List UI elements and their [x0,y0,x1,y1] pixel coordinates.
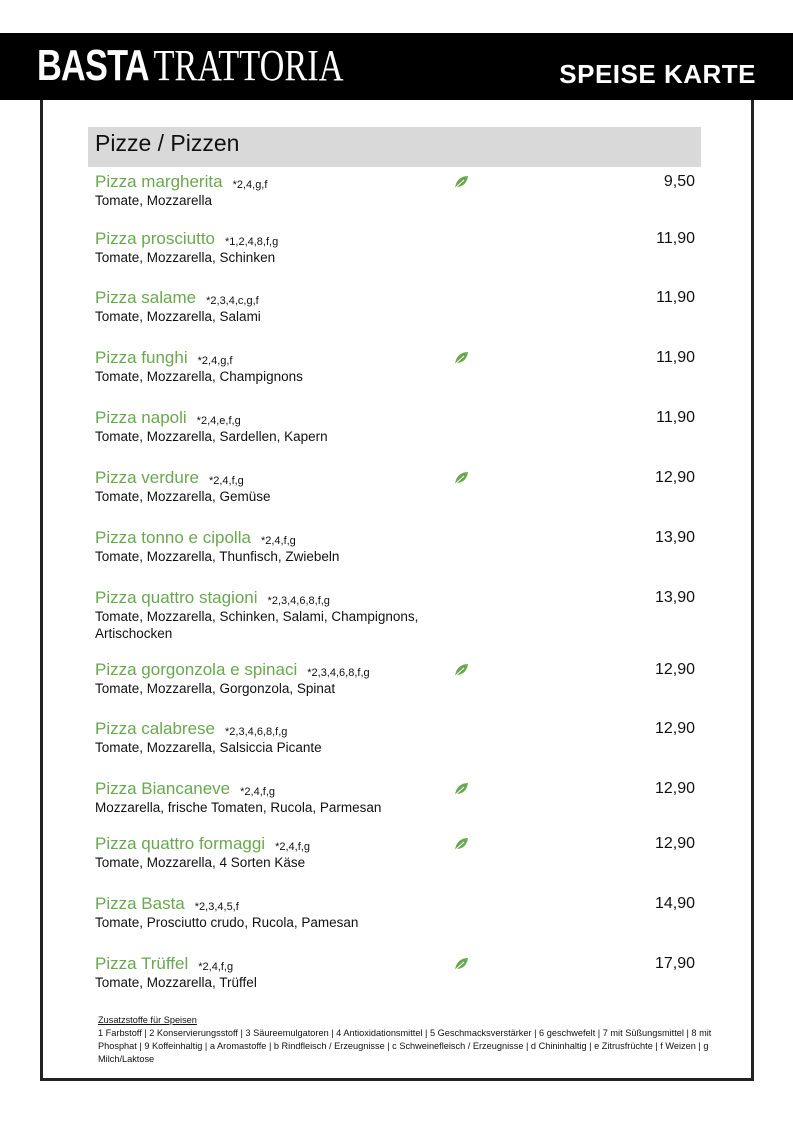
menu-item [95,468,695,505]
menu-item-description: Tomate, Mozzarella, Champignons [95,369,303,384]
menu-item-allergen-codes: *1,2,4,8,f,g [225,236,279,248]
menu-item-description: Tomate, Mozzarella [95,193,213,208]
menu-item-allergen-codes: *2,3,4,c,g,f [206,295,259,307]
leaf-icon [453,836,469,852]
menu-item-description: Tomate, Prosciutto crudo, Rucola, Pamesan [95,915,359,930]
brand-part2: TRATTORIA [153,41,344,90]
menu-item-allergen-codes: *2,3,4,6,8,f,g [225,726,288,738]
menu-item [95,719,695,756]
menu-item-price: 12,90 [654,780,695,797]
menu-item-allergen-codes: *2,4,f,g [208,475,244,487]
menu-item-heading [95,229,695,249]
menu-item-name: Pizza Biancaneve [95,779,231,798]
menu-item-allergen-codes: *2,3,4,5,f [194,901,239,913]
menu-item-allergen-codes: *2,4,f,g [260,535,296,547]
footnotes-title: Zusatzstoffe für Speisen [98,1015,197,1025]
menu-item-heading [95,660,695,680]
menu-item-description: Tomate, Mozzarella, Thunfisch, Zwiebeln [95,549,340,564]
menu-item-heading [95,408,695,428]
menu-item-price: 11,90 [656,349,695,366]
menu-item-name: Pizza quattro formaggi [95,834,266,853]
menu-item-heading [95,779,695,799]
menu-item-heading [95,172,695,192]
menu-item-heading [95,528,695,548]
footnotes-text: 1 Farbstoff | 2 Konservierungsstoff | 3 Säureemulgatoren | 4 Antioxidationsmittel | 5 Geschmacksverstärker | 6 geschwefelt | 7 mit Süßungsmittel | 8 mit Phosphat | 9 Koffeinhaltig | a Aromastoffe | b Rindfleisch / Erzeugnisse | c Schweinefleisch / Erzeugnisse | d Chininhaltig | e Zitrusfrüchte | f Weizen | g Milch/Laktose [98,1028,712,1064]
menu-item-price: 12,90 [654,720,695,737]
brand-part1: BASTA [37,41,149,90]
menu-item-allergen-codes: *2,3,4,6,8,f,g [307,667,370,679]
menu-item [95,954,695,991]
menu-item-heading [95,954,695,974]
menu-item-description: Tomate, Mozzarella, Schinken [95,250,276,265]
menu-item-heading [95,894,695,914]
menu-item [95,172,695,209]
menu-item-price: 12,90 [654,661,695,678]
menu-item-heading [95,348,695,368]
menu-item-description: Mozzarella, frische Tomaten, Rucola, Parmesan [95,800,382,815]
leaf-icon [453,174,469,190]
menu-item-heading [95,834,695,854]
menu-item-allergen-codes: *2,4,g,f [232,179,268,191]
menu-item-price: 14,90 [654,895,695,912]
menu-item-price: 17,90 [654,955,695,972]
menu-item [95,408,695,445]
menu-item [95,779,695,816]
menu-item-price: 11,90 [656,409,695,426]
menu-item-price: 13,90 [654,589,695,606]
menu-item-price: 11,90 [656,230,695,247]
menu-item [95,348,695,385]
menu-item-allergen-codes: *2,4,g,f [197,355,233,367]
leaf-icon [453,662,469,678]
menu-item-name: Pizza margherita [95,172,223,191]
menu-item-heading [95,588,695,608]
menu-subtitle: SPEISE KARTE [559,59,756,89]
menu-item-name: Pizza prosciutto [95,229,215,248]
brand-logo [37,42,343,90]
menu-item-description: Tomate, Mozzarella, Salami [95,309,261,324]
footnotes [98,1014,723,1066]
menu-item-heading [95,288,695,308]
menu-item-name: Pizza tonno e cipolla [95,528,251,547]
section-title: Pizze / Pizzen [95,130,240,156]
menu-item [95,288,695,325]
menu-item [95,588,695,642]
leaf-icon [453,350,469,366]
menu-item-description: Tomate, Mozzarella, Sardellen, Kapern [95,429,328,444]
menu-item-price: 12,90 [654,835,695,852]
menu-item-name: Pizza Trüffel [95,954,189,973]
leaf-icon [453,956,469,972]
menu-item [95,528,695,565]
menu-item-price: 12,90 [654,469,695,486]
leaf-icon [453,470,469,486]
menu-item-price: 11,90 [656,289,695,306]
menu-item-name: Pizza gorgonzola e spinaci [95,660,298,679]
menu-item-description: Tomate, Mozzarella, Schinken, Salami, Champignons, Artischocken [95,609,419,641]
menu-item-description: Tomate, Mozzarella, Salsiccia Picante [95,740,322,755]
menu-item [95,834,695,871]
menu-item [95,894,695,931]
menu-item-heading [95,719,695,739]
menu-item-name: Pizza verdure [95,468,199,487]
menu-item-name: Pizza napoli [95,408,187,427]
menu-item-name: Pizza quattro stagioni [95,588,258,607]
menu-item-allergen-codes: *2,4,f,g [240,786,275,798]
menu-item-price: 9,50 [663,173,695,190]
menu-item [95,229,695,266]
menu-item-name: Pizza Basta [95,894,185,913]
menu-item-description: Tomate, Mozzarella, Trüffel [95,975,257,990]
menu-item-allergen-codes: *2,4,f,g [198,961,234,973]
menu-item-allergen-codes: *2,4,e,f,g [196,415,241,427]
menu-item-heading [95,468,695,488]
menu-item [95,660,695,697]
menu-item-name: Pizza salame [95,288,197,307]
menu-item-name: Pizza funghi [95,348,188,367]
menu-item-description: Tomate, Mozzarella, Gemüse [95,489,271,504]
menu-item-description: Tomate, Mozzarella, 4 Sorten Käse [95,855,306,870]
menu-item-allergen-codes: *2,3,4,6,8,f,g [267,595,330,607]
menu-item-description: Tomate, Mozzarella, Gorgonzola, Spinat [95,681,336,696]
menu-item-price: 13,90 [654,529,695,546]
menu-item-allergen-codes: *2,4,f,g [275,841,310,853]
menu-item-name: Pizza calabrese [95,719,216,738]
leaf-icon [453,781,469,797]
